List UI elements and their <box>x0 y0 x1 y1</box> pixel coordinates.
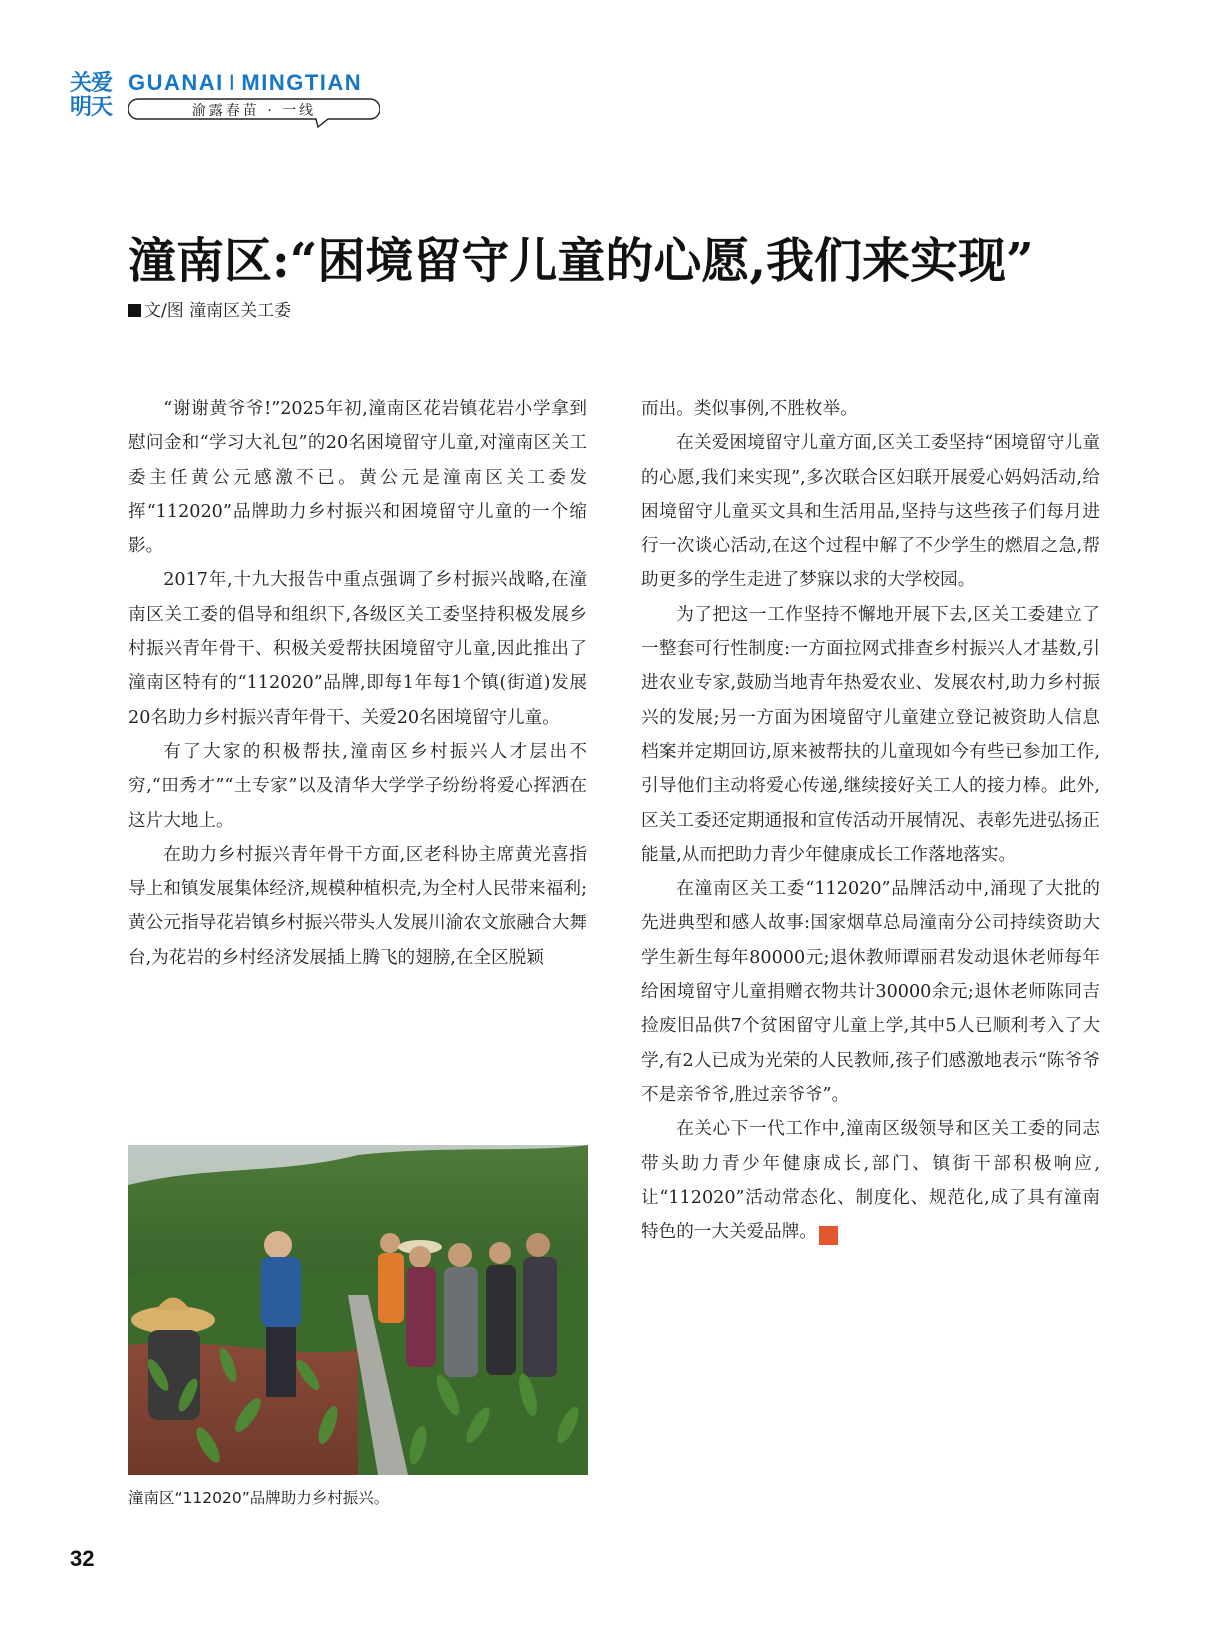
column-name-separator: I <box>228 70 237 95</box>
byline <box>128 296 291 321</box>
page-number: 32 <box>70 1546 95 1571</box>
column-name-en-left: GUANAI <box>128 70 224 95</box>
paragraph: 2017年,十九大报告中重点强调了乡村振兴战略,在潼南区关工委的倡导和组织下,各级区关工委坚持积极发展乡村振兴青年骨干、积极关爱帮扶困境留守儿童,因此推出了潼南区特有的“112020”品牌,即每1年每1个镇(街道)发展20名助力乡村振兴青年骨干、关爱20名困境留守儿童。 <box>128 570 587 728</box>
body-column-right <box>641 392 1100 1249</box>
byline-square-icon <box>128 304 141 317</box>
photo-villagers-in-field <box>128 1145 588 1475</box>
paragraph: 有了大家的积极帮扶,潼南区乡村振兴人才层出不穷,“田秀才”“土专家”以及清华大学学子纷纷将爱心挥洒在这片大地上。 <box>128 741 587 831</box>
paragraph-last <box>641 1112 1100 1249</box>
paragraph: 在潼南区关工委“112020”品牌活动中,涌现了大批的先进典型和感人故事:国家烟草总局潼南分公司持续资助大学生新生每年80000元;退休教师谭丽君发动退休老师每年给困境留守儿童捐赠衣物共计30000余元;退休老师陈同吉捡废旧品供7个贫困留守儿童上学,其中5人已顺利考入了大学,有2人已成为光荣的人民教师,孩子们感激地表示“陈爷爷不是亲爷爷,胜过亲爷爷”。 <box>641 879 1100 1105</box>
end-mark-icon: 关 <box>819 1226 838 1245</box>
section-label <box>128 98 380 120</box>
article-title: 潼南区:“困境留守儿童的心愿,我们来实现” <box>128 233 1034 289</box>
column-name-english <box>128 70 362 96</box>
logo-line-2: 明天 <box>70 95 113 120</box>
paragraph: “谢谢黄爷爷!”2025年初,潼南区花岩镇花岩小学拿到慰问金和“学习大礼包”的20名困境留守儿童,对潼南区关工委主任黄公元感激不已。黄公元是潼南区关工委发挥“112020”品牌助力乡村振兴和困境留守儿童的一个缩影。 <box>128 399 587 557</box>
paragraph: 在关爱困境留守儿童方面,区关工委坚持“困境留守儿童的心愿,我们来实现”,多次联合区妇联开展爱心妈妈活动,给困境留守儿童买文具和生活用品,坚持与这些孩子们每月进行一次谈心活动,在这个过程中解了不少学生的燃眉之急,帮助更多的学生走进了梦寐以求的大学校园。 <box>641 433 1100 591</box>
column-name-en-right: MINGTIAN <box>241 70 363 95</box>
paragraph: 而出。类似事例,不胜枚举。 <box>641 399 858 419</box>
photo-caption: 潼南区“112020”品牌助力乡村振兴。 <box>128 1489 390 1507</box>
article-photo <box>128 1145 588 1475</box>
section-label-text: 渝露春苗 · 一线 <box>191 103 317 119</box>
logo-line-1: 关爱 <box>70 71 113 96</box>
paragraph: 在助力乡村振兴青年骨干方面,区老科协主席黄光喜指导上和镇发展集体经济,规模种植枳壳,为全村人民带来福利;黄公元指导花岩镇乡村振兴带头人发展川渝农文旅融合大舞台,为花岩的乡村经济发展插上腾飞的翅膀,在全区脱颖 <box>128 844 587 968</box>
byline-text: 文/图 潼南区关工委 <box>144 301 292 321</box>
column-logo <box>70 72 118 120</box>
paragraph: 为了把这一工作坚持不懈地开展下去,区关工委建立了一整套可行性制度:一方面拉网式排查乡村振兴人才基数,引进农业专家,鼓励当地青年热爱农业、发展农村,助力乡村振兴的发展;另一方面为困境留守儿童建立登记被资助人信息档案并定期回访,原来被帮扶的儿童现如今有些已参加工作,引导他们主动将爱心传递,继续接好关工人的接力棒。此外,区关工委还定期通报和宣传活动开展情况、表彰先进弘扬正能量,从而把助力青少年健康成长工作落地落实。 <box>641 604 1100 865</box>
body-column-left <box>128 392 587 975</box>
paragraph-last-text: 在关心下一代工作中,潼南区级领导和区关工委的同志带头助力青少年健康成长,部门、镇街干部积极响应,让“112020”活动常态化、制度化、规范化,成了具有潼南特色的一大关爱品牌。 <box>641 1119 1100 1243</box>
